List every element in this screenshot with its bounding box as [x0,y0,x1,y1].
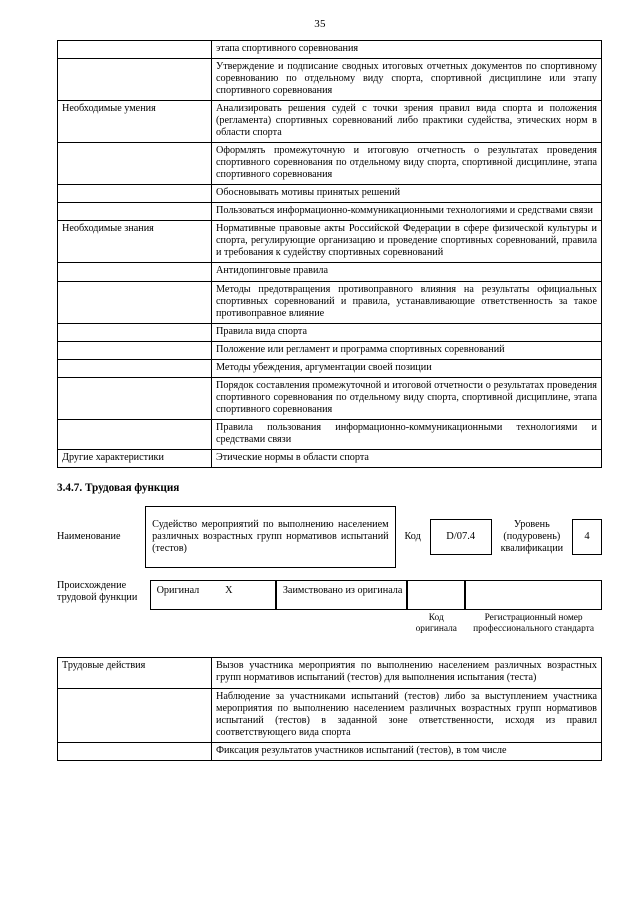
row-label [58,688,212,742]
labor-actions-table-body [58,658,602,760]
origin-block [57,580,602,636]
function-code-value-box [430,519,492,555]
row-text: Обосновывать мотивы принятых решений [212,185,602,203]
row-label [58,323,212,341]
qualification-level-value-box [572,519,602,555]
labor-actions-table [57,657,602,760]
table-row [58,658,602,688]
table-row [58,341,602,359]
row-label [58,203,212,221]
row-label [58,59,212,101]
row-text: Пользоваться информационно-коммуникационными технологиями и средствами связи [212,203,602,221]
row-text: Фиксация результатов участников испытаний (тестов), в том числе [212,742,602,760]
row-label: Необходимые знания [58,221,212,263]
table-row [58,41,602,59]
row-text: Этические нормы в области спорта [212,449,602,467]
table-row [58,263,602,281]
function-name-block [57,506,602,568]
row-text: Вызов участника мероприятия по выполнению населением различных возрастных групп нормативов испытаний (тестов) для выполнения испытания (теста) [212,658,602,688]
origin-code-box [407,580,465,610]
row-label: Другие характеристики [58,449,212,467]
table-row [58,59,602,101]
requirements-table-body [58,41,602,468]
page-content [57,40,602,761]
row-label [58,185,212,203]
table-row [58,449,602,467]
table-row [58,742,602,760]
table-row [58,419,602,449]
function-name-label: Наименование [57,530,121,542]
row-label: Необходимые умения [58,101,212,143]
row-label [58,377,212,419]
qualification-level-value: 4 [584,530,590,542]
row-label [58,281,212,323]
section-heading: 3.4.7. Трудовая функция [57,481,180,494]
origin-code-caption: Код оригинала [415,612,457,635]
row-text: этапа спортивного соревнования [212,41,602,59]
row-text: Положение или регламент и программа спортивных соревнований [212,341,602,359]
row-text: Нормативные правовые акты Российской Федерации в сфере физической культуры и спорта, регулирующие организацию и проведение спортивных соревнований, правила и требования к судейству спортивных соревнований [212,221,602,263]
table-row [58,101,602,143]
table-row [58,377,602,419]
row-text: Правила пользования информационно-коммуникационными технологиями и средствами связи [212,419,602,449]
row-text: Утверждение и подписание сводных итоговых отчетных документов по спортивному соревнованию по отдельному виду спорта, спортивной дисциплине или этапу спортивного соревнования [212,59,602,101]
qualification-level-label: Уровень (подуровень) квалификации [500,519,564,554]
row-label [58,143,212,185]
row-label [58,419,212,449]
row-text: Порядок составления промежуточной и итоговой отчетности о результатах проведения спортивного соревнования по отдельному виду спорта, спортивной дисциплине, этапа спортивного соревнования [212,377,602,419]
borrowed-label: Заимствовано из оригинала [282,584,403,596]
borrowed-box [276,580,408,610]
table-row [58,143,602,185]
origin-label: Происхождение трудовой функции [57,579,138,604]
row-text: Наблюдение за участниками испытаний (тестов) либо за выступлением участника мероприятия по выполнению населением различных возрастных групп нормативов испытаний (тестов) в заданной зоне ответственности, исходя из правил соответствующего вида спорта [212,688,602,742]
row-label [58,41,212,59]
page-number: 35 [314,18,326,30]
function-name-value-box [145,506,395,568]
original-label: Оригинал [156,584,200,596]
table-row [58,221,602,263]
original-mark: X [225,584,233,596]
table-row [58,323,602,341]
table-row [58,281,602,323]
row-text: Оформлять промежуточную и итоговую отчетность о результатах проведения спортивного соревнования по отдельному виду спорта, спортивной дисциплине, этапа спортивного соревнования [212,143,602,185]
row-label [58,359,212,377]
table-row [58,203,602,221]
function-code-label: Код [404,530,421,542]
row-label [58,742,212,760]
table-row [58,688,602,742]
table-row [58,359,602,377]
row-text: Правила вида спорта [212,323,602,341]
row-text: Анализировать решения судей с точки зрения правил вида спорта и положения (регламента) спортивных соревнований либо практики судейства, этических норм в области спорта [212,101,602,143]
original-box [150,580,276,610]
function-name-value: Судейство мероприятий по выполнению населением различных возрастных групп нормативов испытаний (тестов) [152,518,389,554]
registration-number-box [465,580,602,610]
row-label [58,341,212,359]
function-code-value: D/07.4 [446,530,476,542]
row-text: Антидопинговые правила [212,263,602,281]
row-text: Методы предотвращения противоправного влияния на результаты официальных спортивных соревнований и правила, устанавливающие ответственность за такое противоправное влияние [212,281,602,323]
registration-number-caption: Регистрационный номер профессионального стандарта [473,612,595,635]
document-page [0,18,640,923]
row-label [58,263,212,281]
row-text: Методы убеждения, аргументации своей позиции [212,359,602,377]
requirements-table [57,40,602,468]
table-row [58,185,602,203]
row-label: Трудовые действия [58,658,212,688]
